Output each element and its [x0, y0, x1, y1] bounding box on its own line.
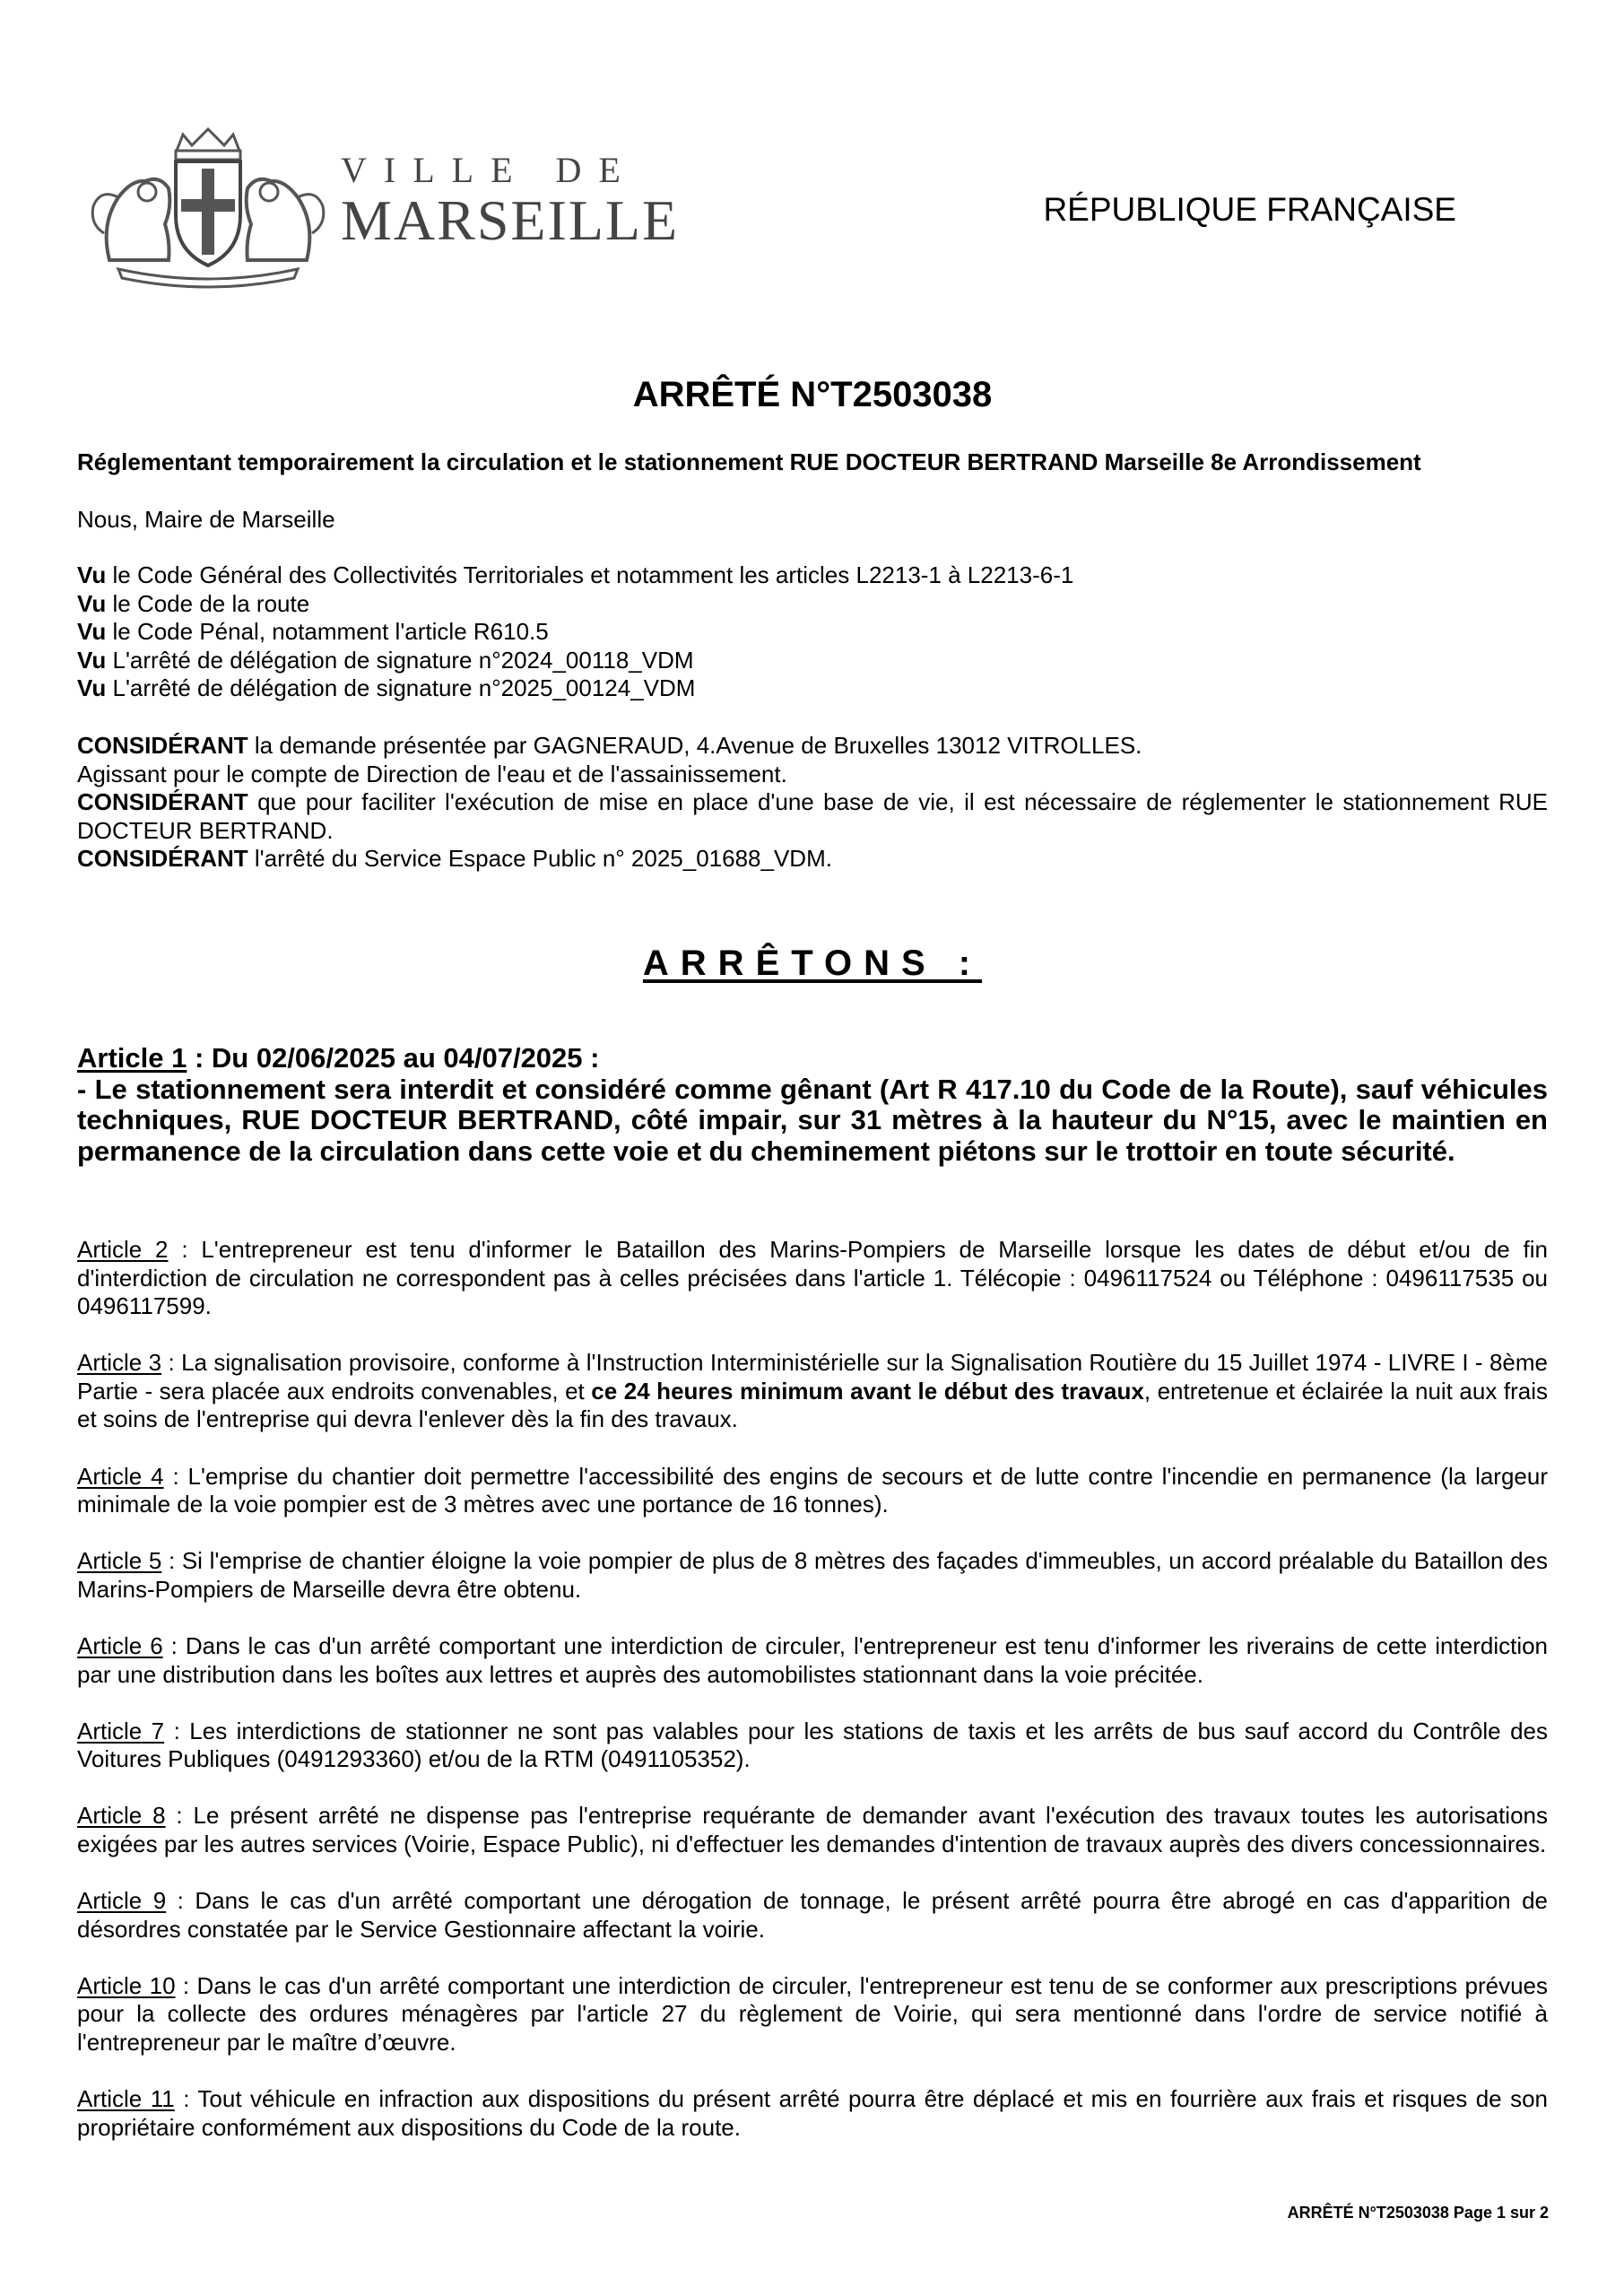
considerant-2	[77, 788, 1548, 845]
article-text: : Les interdictions de stationner ne sont pas valables pour les stations de taxis et les arrêts de bus sauf accord du Contrôle des Voitures Publiques (0491293360) et/ou de la RTM (0491105352).	[77, 1717, 1549, 1773]
article-1-body: - Le stationnement sera interdit et considéré comme gênant (Art R 417.10 du Code de la Route), sauf véhicules techniques, RUE DOCTEUR BERTRAND, côté impair, sur 31 mètres à la hauteur du N°15, avec le maintien en permanence de la circulation dans cette voie et du cheminement piétons sur le trottoir en toute sécurité.	[77, 1073, 1548, 1167]
article-label: Article 4	[77, 1462, 164, 1490]
vu-item	[77, 674, 1073, 703]
considerant-label: CONSIDÉRANT	[77, 845, 248, 872]
article-1-dates: : Du 02/06/2025 au 04/07/2025 :	[187, 1042, 600, 1074]
article-label: Article 8	[77, 1802, 166, 1830]
article-11	[77, 2085, 1548, 2142]
article-text: : Tout véhicule en infraction aux dispositions du présent arrêté pourra être déplacé et mis en fourrière aux frais et risques de son propriétaire conformément aux dispositions du Code de la route.	[77, 2084, 1549, 2141]
article-label: Article 7	[77, 1717, 165, 1744]
article-text: , entretenue et éclairée la nuit aux frais et soins de l'entreprise qui devra l'enlever dès la fin des travaux.	[77, 1377, 1548, 1433]
document-subject: Réglementant temporairement la circulation et le stationnement RUE DOCTEUR BERTRAND Marseille 8e Arrondissement	[77, 448, 1421, 475]
article-1-header	[77, 1043, 1548, 1074]
coat-of-arms-icon	[83, 126, 334, 291]
considerant-label: CONSIDÉRANT	[77, 788, 248, 815]
vu-item	[77, 618, 1073, 647]
considerant-text: la demande présentée par GAGNERAUD, 4.Avenue de Bruxelles 13012 VITROLLES.	[248, 732, 1142, 759]
article-label: Article 6	[77, 1631, 163, 1659]
vu-text: le Code Général des Collectivités Territoriales et notamment les articles L2213-1 à L2213-6-1	[106, 561, 1074, 588]
article-text: : Dans le cas d'un arrêté comportant une interdiction de circuler, l'entrepreneur est tenu d'informer les riverains de cette interdiction par une distribution dans les boîtes aux lettres et auprès des automobilistes stationnant dans la voie précitée.	[77, 1631, 1549, 1688]
vu-text: le Code de la route	[106, 589, 310, 617]
article-8	[77, 1802, 1548, 1858]
logo-line-marseille: MARSEILLE	[341, 188, 680, 252]
vu-text: L'arrêté de délégation de signature n°2025_00124_VDM	[106, 674, 696, 701]
article-5	[77, 1547, 1548, 1604]
vu-item	[77, 647, 1073, 675]
vu-label: Vu	[77, 589, 107, 617]
document-title: ARRÊTÉ N°T2503038	[632, 375, 993, 414]
vu-item	[77, 561, 1073, 590]
article-label: Article 2	[77, 1236, 169, 1263]
article-label: Article 3	[77, 1349, 162, 1377]
vu-item	[77, 590, 1073, 619]
article-label: Article 11	[77, 2084, 175, 2112]
article-label: Article 10	[77, 1971, 176, 1999]
article-text: : L'emprise du chantier doit permettre l'accessibilité des engins de secours et de lutte contre l'incendie en permanence (la largeur minimale de la voie pompier est de 3 mètres avec une portance de 16 tonnes).	[77, 1462, 1549, 1518]
article-text: : La signalisation provisoire, conforme à l'Instruction Interministérielle sur la Signalisation Routière du 15 Juillet 1974 - LIVRE I - 8ème Partie - sera placée aux endroits convenables, et	[77, 1349, 1548, 1405]
arretons-heading	[77, 944, 1548, 984]
article-7	[77, 1718, 1548, 1774]
considerant-text: que pour faciliter l'exécution de mise en place d'une base de vie, il est nécessaire de réglementer le stationnement RUE DOCTEUR BERTRAND.	[77, 788, 1548, 844]
intro-line: Nous, Maire de Marseille	[77, 506, 335, 533]
vu-label: Vu	[77, 561, 107, 588]
considerant-1b: Agissant pour le compte de Direction de l'eau et de l'assainissement.	[77, 760, 787, 787]
vu-text: L'arrêté de délégation de signature n°2024_00118_VDM	[106, 646, 694, 674]
city-logo	[83, 126, 680, 291]
vu-label: Vu	[77, 618, 107, 645]
article-text: : Le présent arrêté ne dispense pas l'entreprise requérante de demander avant l'exécution des travaux toutes les autorisations exigées par les autres services (Voirie, Espace Public), ni d'effectuer les demandes d'intention de travaux auprès des divers concessionnaires.	[77, 1802, 1549, 1857]
article-4	[77, 1463, 1548, 1519]
article-10	[77, 1972, 1548, 2057]
page-footer: ARRÊTÉ N°T2503038 Page 1 sur 2	[1287, 2204, 1549, 2222]
article-label: Article 5	[77, 1547, 162, 1575]
logo-line-ville: VILLE DE	[341, 150, 638, 190]
article-1	[77, 1043, 1548, 1167]
article-emphasis: ce 24 heures minimum avant le début des travaux	[591, 1377, 1144, 1405]
considerant-label: CONSIDÉRANT	[77, 732, 248, 759]
vu-list	[77, 561, 1073, 703]
article-text: : Dans le cas d'un arrêté comportant une interdiction de circuler, l'entrepreneur est tenu de se conformer aux prescriptions prévues pour la collecte des ordures ménagères par l'article 27 du règlement de Voirie, qui sera mentionné dans l'ordre de service notifié à l'entrepreneur par le maître d’œuvre.	[77, 1971, 1548, 2056]
considerant-text: l'arrêté du Service Espace Public n° 2025_01688_VDM.	[248, 845, 832, 872]
considerant-3	[77, 845, 1548, 874]
article-9	[77, 1887, 1548, 1944]
city-name	[341, 150, 680, 252]
considerants	[77, 732, 1548, 874]
republique-francaise: RÉPUBLIQUE FRANÇAISE	[1043, 191, 1456, 228]
article-text: : Si l'emprise de chantier éloigne la voie pompier de plus de 8 mètres des façades d'immeubles, un accord préalable du Bataillon des Marins-Pompiers de Marseille devra être obtenu.	[77, 1547, 1548, 1603]
article-6	[77, 1632, 1548, 1689]
vu-label: Vu	[77, 674, 107, 701]
article-text: : L'entrepreneur est tenu d'informer le Bataillon des Marins-Pompiers de Marseille lorsque les dates de début et/ou de fin d'interdiction de circulation ne correspondent pas à celles précisées dans l'article 1. Télécopie : 0496117524 ou Téléphone : 0496117535 ou 0496117599.	[77, 1236, 1549, 1320]
arretons-text: ARRÊTONS :	[642, 944, 983, 983]
article-label: Article 9	[77, 1887, 167, 1914]
article-text: : Dans le cas d'un arrêté comportant une dérogation de tonnage, le présent arrêté pourra être abrogé en cas d'apparition de désordres constatée par le Service Gestionnaire affectant la voirie.	[77, 1887, 1548, 1943]
articles-list	[77, 1236, 1548, 2170]
article-2	[77, 1236, 1548, 1321]
considerant-1	[77, 732, 1548, 761]
vu-text: le Code Pénal, notamment l'article R610.5	[106, 618, 549, 645]
article-label: Article 1	[77, 1042, 187, 1074]
vu-label: Vu	[77, 646, 107, 674]
article-3	[77, 1349, 1548, 1434]
